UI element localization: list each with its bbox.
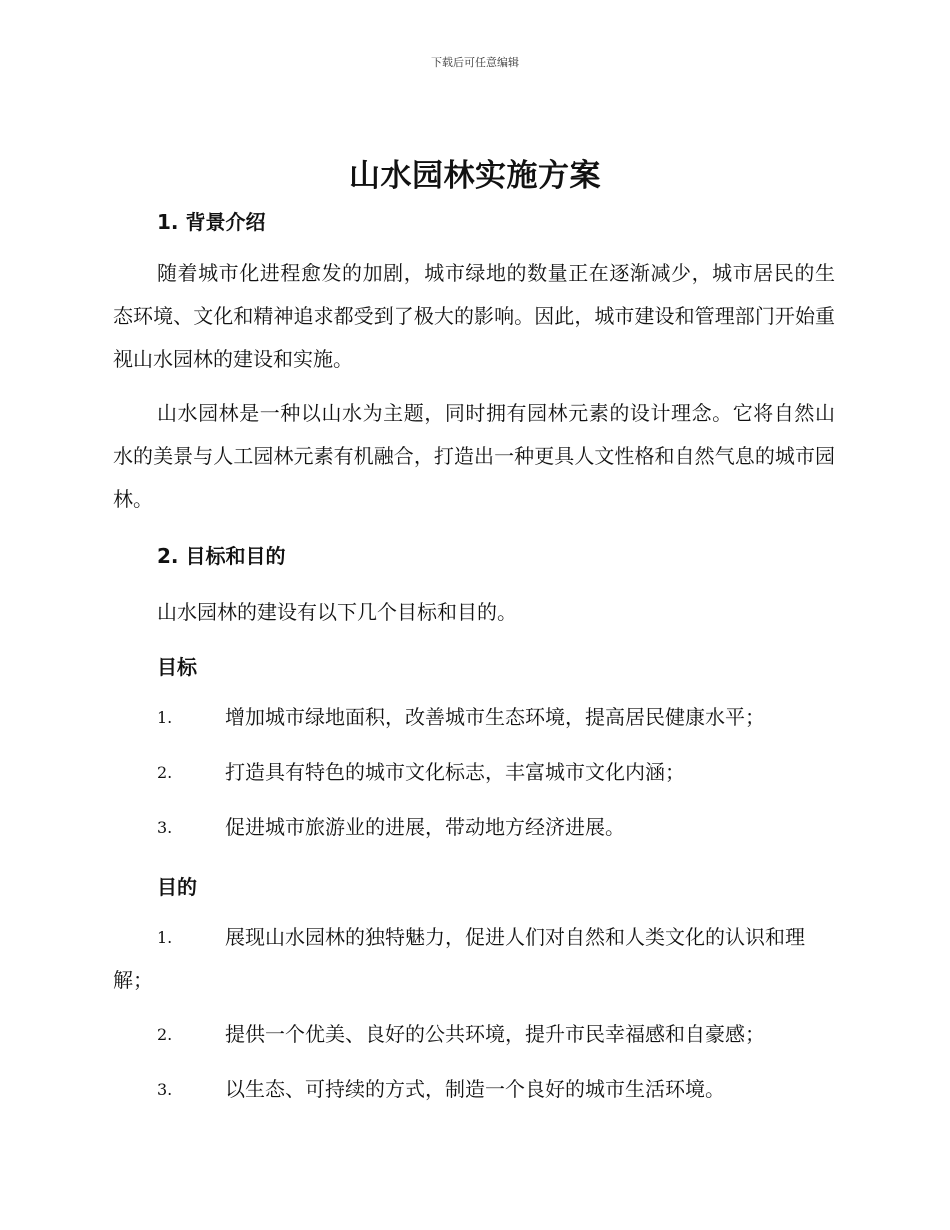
list-number: 2. (157, 1025, 173, 1044)
list-text: 以生态、可持续的方式，制造一个良好的城市生活环境。 (225, 1077, 725, 1101)
list-number: 1. (157, 928, 173, 947)
list-item (113, 916, 835, 1002)
list-item (113, 1013, 835, 1056)
list-number: 3. (157, 818, 173, 837)
subheading-purposes: 目的 (157, 875, 197, 899)
list-text: 打造具有特色的城市文化标志，丰富城市文化内涵； (225, 760, 685, 784)
list-text: 提供一个优美、良好的公共环境，提升市民幸福感和自豪感； (225, 1022, 765, 1046)
section-heading-background: 1. 背景介绍 (157, 210, 266, 234)
list-text: 促进城市旅游业的进展，带动地方经济进展。 (225, 815, 625, 839)
document-title: 山水园林实施方案 (349, 158, 601, 194)
section-intro: 山水园林的建设有以下几个目标和目的。 (157, 600, 517, 624)
paragraph-background-2: 山水园林是一种以山水为主题，同时拥有园林元素的设计理念。它将自然山水的美景与人工园林元素有机融合，打造出一种更具人文性格和自然气息的城市园林。 (113, 401, 835, 511)
list-item (113, 806, 835, 849)
section-heading-goals-purposes: 2. 目标和目的 (157, 544, 286, 568)
header-note: 下载后可任意编辑 (431, 56, 519, 69)
list-number: 1. (157, 708, 173, 727)
list-item (113, 751, 835, 794)
list-item (113, 696, 835, 739)
list-text: 增加城市绿地面积，改善城市生态环境，提高居民健康水平； (225, 705, 765, 729)
list-text: 展现山水园林的独特魅力，促进人们对自然和人类文化的认识和理解； (113, 925, 805, 992)
paragraph-background-1: 随着城市化进程愈发的加剧，城市绿地的数量正在逐渐减少，城市居民的生态环境、文化和精神追求都受到了极大的影响。因此，城市建设和管理部门开始重视山水园林的建设和实施。 (113, 261, 835, 371)
subheading-goals: 目标 (157, 655, 197, 679)
list-number: 2. (157, 763, 173, 782)
list-item (113, 1068, 835, 1111)
list-number: 3. (157, 1080, 173, 1099)
